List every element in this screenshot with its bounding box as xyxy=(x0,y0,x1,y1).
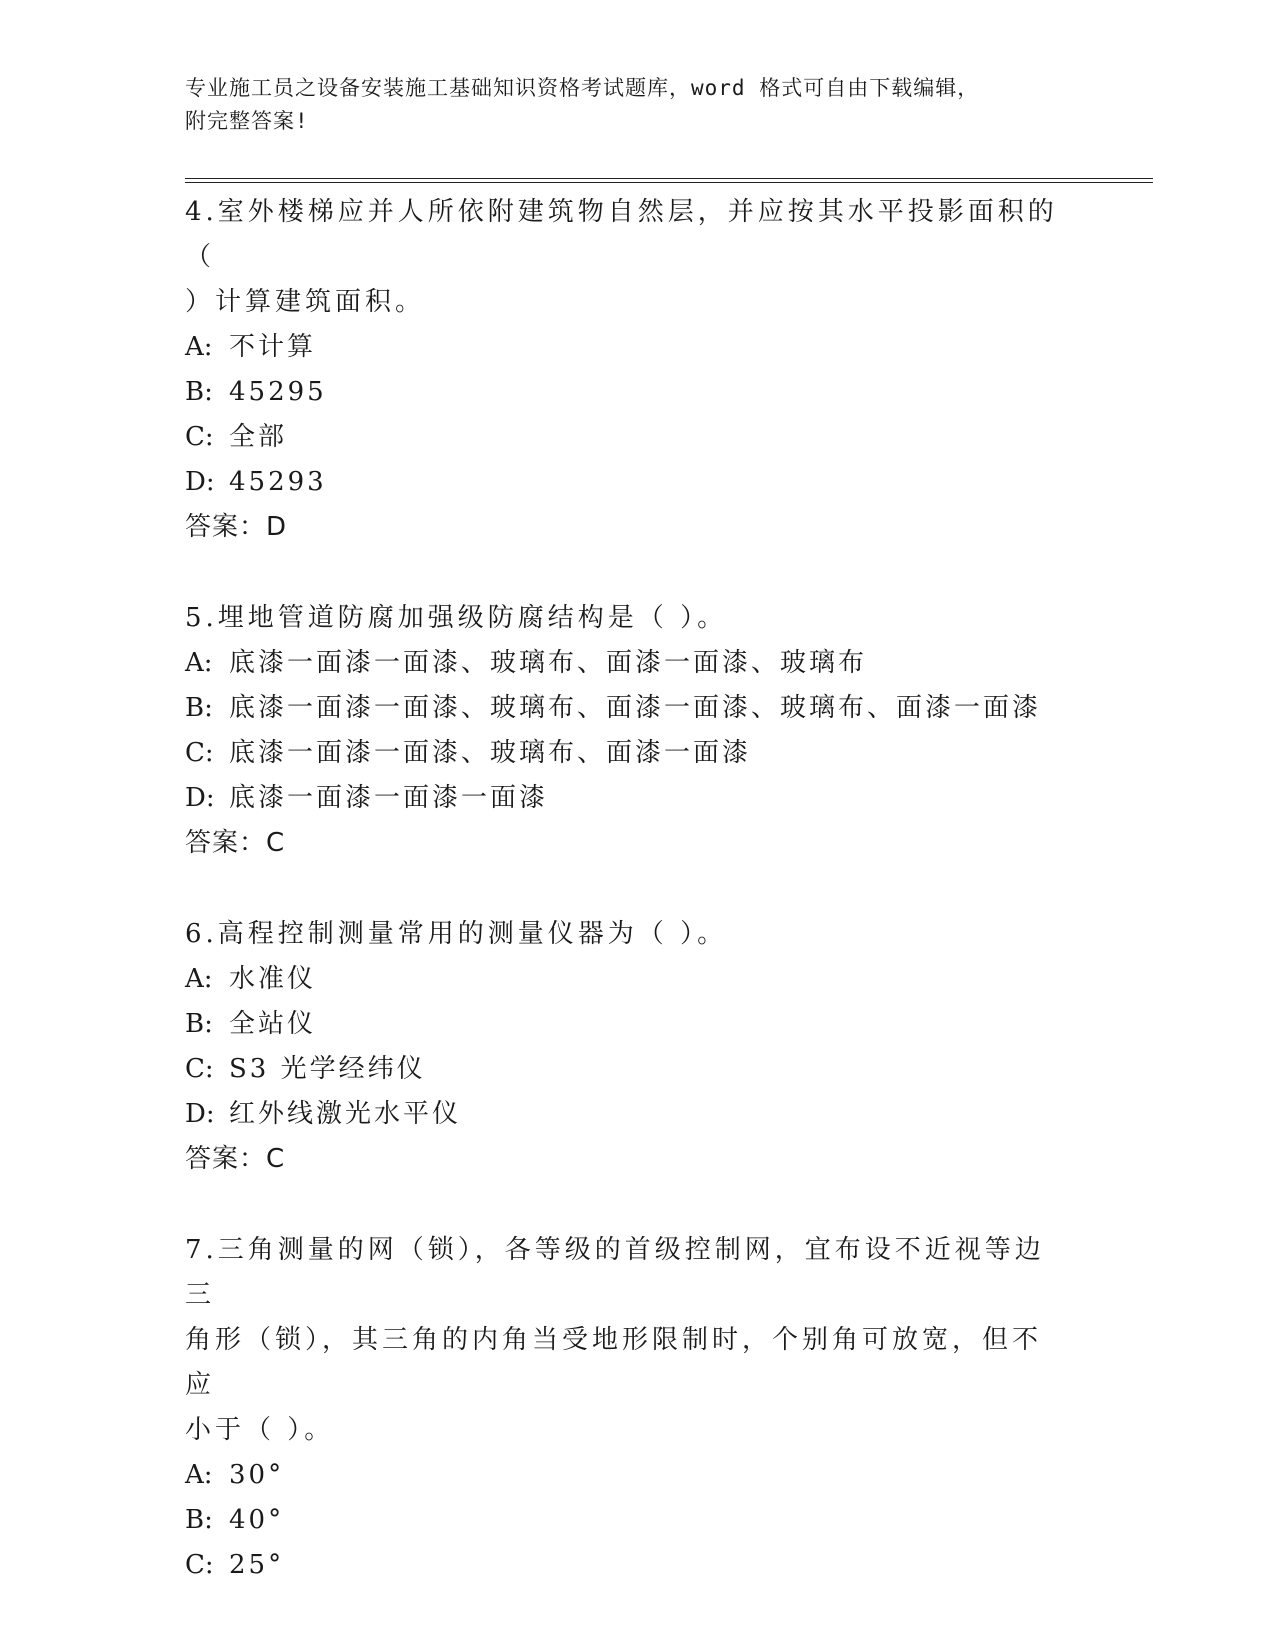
answer-label: 答案：C xyxy=(185,1144,286,1174)
question-stem-line: 角形（锁），其三角的内角当受地形限制时，个别角可放宽，但不应 xyxy=(185,1325,1043,1400)
question-4 xyxy=(185,190,1065,550)
question-stem-line: 5.埋地管道防腐加强级防腐结构是（ ）。 xyxy=(185,603,728,633)
option-c xyxy=(185,731,1065,776)
option-letter: D: xyxy=(185,467,215,497)
question-stem xyxy=(185,912,1065,957)
option-text: 全站仪 xyxy=(229,1009,317,1039)
option-b xyxy=(185,686,1065,731)
question-stem-line: 小于（ ）。 xyxy=(185,1415,335,1445)
option-a xyxy=(185,1453,1065,1498)
option-b xyxy=(185,370,1065,415)
option-a xyxy=(185,325,1065,370)
option-letter: C: xyxy=(185,1550,214,1580)
option-letter: B: xyxy=(185,1505,213,1535)
option-letter: A: xyxy=(185,648,213,678)
option-text: 30° xyxy=(229,1460,285,1490)
option-text: 40° xyxy=(229,1505,285,1535)
option-text: 45295 xyxy=(229,377,327,407)
option-text: 不计算 xyxy=(229,332,317,362)
option-b xyxy=(185,1498,1065,1543)
option-c xyxy=(185,415,1065,460)
header-title-line-1: 专业施工员之设备安装施工基础知识资格考试题库，word 格式可自由下载编辑， xyxy=(185,76,980,100)
option-letter: C: xyxy=(185,422,214,452)
answer-label: 答案：D xyxy=(185,512,288,542)
option-letter: D: xyxy=(185,783,215,813)
question-stem xyxy=(185,596,1065,641)
question-stem-line: 7.三角测量的网（锁），各等级的首级控制网，宜布设不近视等边三 xyxy=(185,1235,1045,1310)
option-letter: B: xyxy=(185,377,213,407)
option-text: 底漆一面漆一面漆一面漆 xyxy=(229,783,549,813)
option-text: 全部 xyxy=(229,422,288,452)
question-stem-line: 4.室外楼梯应并人所依附建筑物自然层，并应按其水平投影面积的（ xyxy=(185,197,1058,272)
option-text: 底漆一面漆一面漆、玻璃布、面漆一面漆、玻璃布 xyxy=(229,648,868,678)
option-letter: A: xyxy=(185,964,213,994)
option-letter: C: xyxy=(185,738,214,768)
option-b xyxy=(185,1002,1065,1047)
option-d xyxy=(185,460,1065,505)
question-stem xyxy=(185,190,1065,325)
option-text: 45293 xyxy=(229,467,327,497)
question-7 xyxy=(185,1228,1065,1588)
option-text: S3 光学经纬仪 xyxy=(229,1054,426,1084)
option-letter: B: xyxy=(185,693,213,723)
option-a xyxy=(185,641,1065,686)
option-letter: A: xyxy=(185,332,213,362)
option-c xyxy=(185,1047,1065,1092)
question-5 xyxy=(185,596,1065,866)
question-stem-line: ）计算建筑面积。 xyxy=(185,287,426,317)
option-text: 25° xyxy=(229,1550,285,1580)
option-d xyxy=(185,776,1065,821)
option-letter: C: xyxy=(185,1054,214,1084)
option-a xyxy=(185,957,1065,1002)
option-text: 红外线激光水平仪 xyxy=(229,1099,462,1129)
document-header xyxy=(185,72,1065,138)
question-6 xyxy=(185,912,1065,1182)
option-d xyxy=(185,1092,1065,1137)
option-text: 水准仪 xyxy=(229,964,317,994)
header-title-line-2: 附完整答案! xyxy=(185,109,309,133)
option-letter: B: xyxy=(185,1009,213,1039)
option-text: 底漆一面漆一面漆、玻璃布、面漆一面漆、玻璃布、面漆一面漆 xyxy=(229,693,1042,723)
option-letter: D: xyxy=(185,1099,215,1129)
option-c xyxy=(185,1543,1065,1588)
answer-label: 答案：C xyxy=(185,828,286,858)
question-stem xyxy=(185,1228,1065,1453)
option-text: 底漆一面漆一面漆、玻璃布、面漆一面漆 xyxy=(229,738,752,768)
question-stem-line: 6.高程控制测量常用的测量仪器为（ ）。 xyxy=(185,919,728,949)
option-letter: A: xyxy=(185,1460,213,1490)
header-divider-top xyxy=(185,178,1153,179)
header-divider-bottom xyxy=(185,182,1153,183)
question-list xyxy=(185,190,1065,1634)
